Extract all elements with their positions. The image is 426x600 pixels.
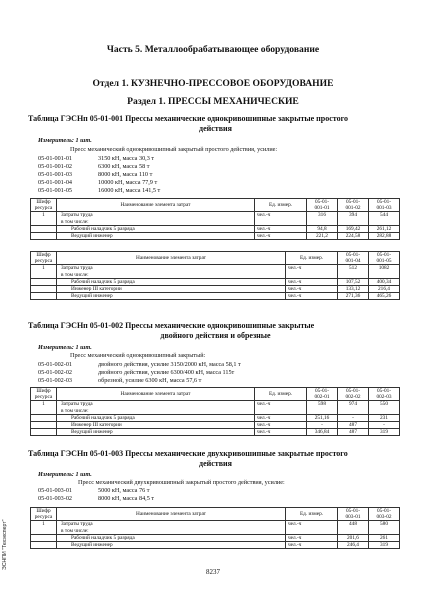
resource-text: двойного действия, усилие 6300/400 кН, масса 115т: [98, 369, 235, 376]
col-header-unit: Ед. измер.: [286, 252, 338, 265]
table-description: Пресс механический двухкривошипный закрытый простого действия, усилие:: [78, 479, 285, 486]
col-header-norm: 05-01- 002-03: [369, 388, 400, 401]
table-row: Рабочий наладчик 5 разряда чел.-ч 107,52 400,34: [31, 278, 400, 285]
col-header-norm: 05-01- 001-03: [369, 199, 400, 212]
col-header-unit: Ед. измер.: [286, 508, 338, 521]
col-header-norm: 05-01- 002-01: [307, 388, 338, 401]
table-description: Пресс механический однокривошипный закрытый:: [70, 352, 206, 359]
table-title-line2: двойного действия и обрезные: [160, 331, 271, 340]
norm-table: [30, 251, 400, 300]
col-header-name: Наименование элемента затрат: [57, 199, 255, 212]
table-row: Ведущий инженер чел.-ч 271,36 465,26: [31, 293, 400, 300]
col-header-name: Наименование элемента затрат: [57, 508, 286, 521]
table-description: Пресс механический однокривошипный закрытый простого действия, усилие:: [70, 146, 278, 153]
col-header-norm: 05-01- 003-01: [338, 508, 369, 521]
col-header-unit: Ед. измер.: [255, 199, 307, 212]
department-heading: Отдел 1. КУЗНЕЧНО-ПРЕССОВОЕ ОБОРУДОВАНИЕ: [92, 78, 334, 89]
table-row: 1 Затраты труда в том числе: чел.-ч 512 1082: [31, 265, 400, 278]
resource-code: 05-01-002-01: [38, 361, 73, 368]
table-title-line2: действия: [199, 459, 232, 468]
resource-code: 05-01-001-03: [38, 171, 73, 178]
table-title-line1: Таблица ГЭСНп 05-01-003 Прессы механические двухкривошипные закрытые простого: [28, 449, 348, 458]
col-header-norm: 05-01- 001-02: [338, 199, 369, 212]
resource-text: 5000 кН, масса 76 т: [98, 487, 150, 494]
resource-text: обрезной, усилие 6300 кН, масса 57,6 т: [98, 377, 202, 384]
col-header-code: Шифр ресурса: [31, 388, 57, 401]
resource-text: 8000 кН, масса 84,5 т: [98, 495, 155, 502]
resource-text: 8000 кН, масса 110 т: [98, 171, 153, 178]
col-header-name: Наименование элемента затрат: [57, 388, 255, 401]
table-row: Рабочий наладчик 5 разряда чел.-ч 251,16 - 231: [31, 414, 400, 421]
page-number: 8237: [206, 568, 220, 576]
table-title-line2: действия: [199, 124, 232, 133]
col-header-name: Наименование элемента затрат: [57, 252, 286, 265]
meter-label: Измеритель: 1 шт.: [38, 344, 92, 351]
table-row: Инженер III категории чел.-ч - 487 -: [31, 422, 400, 429]
table-title-line1: Таблица ГЭСНп 05-01-001 Прессы механические однокривошипные закрытые простого: [28, 114, 349, 123]
col-header-code: Шифр ресурса: [31, 252, 57, 265]
resource-text: 16000 кН, масса 141,5 т: [98, 187, 161, 194]
norm-table: [30, 387, 400, 436]
col-header-norm: 05-01- 001-04: [338, 252, 369, 265]
table-row: Ведущий инженер чел.-ч 346,84 487 319: [31, 429, 400, 436]
table-title: [28, 321, 403, 341]
table-title: [28, 449, 403, 469]
table-row: Ведущий инженер чел.-ч 246,4 319: [31, 542, 400, 549]
table-row: 1 Затраты труда в том числе: чел.-ч 598 974 550: [31, 401, 400, 414]
table-row: Рабочий наладчик 5 разряда чел.-ч 94,8 169,42 261,12: [31, 225, 400, 232]
norm-table: [30, 198, 400, 240]
resource-code: 05-01-003-02: [38, 495, 73, 502]
resource-code: 05-01-001-01: [38, 155, 73, 162]
resource-code: 05-01-003-01: [38, 487, 73, 494]
col-header-norm: 05-01- 001-05: [369, 252, 400, 265]
norm-table: [30, 507, 400, 549]
resource-text: двойного действия, усилие 3150/2000 кН, масса 58,1 т: [98, 361, 241, 368]
resource-code: 05-01-001-04: [38, 179, 73, 186]
table-title-line1: Таблица ГЭСНп 05-01-002 Прессы механические однокривошипные закрытые: [28, 321, 315, 330]
part-heading: Часть 5. Металлообрабатывающее оборудование: [106, 44, 320, 55]
col-header-norm: 05-01- 001-01: [307, 199, 338, 212]
table-title: [28, 114, 403, 134]
resource-code: 05-01-001-02: [38, 163, 73, 170]
resource-code: 05-01-002-02: [38, 369, 73, 376]
table-row: Инженер III категории чел.-ч 133,12 216,4: [31, 286, 400, 293]
col-header-code: Шифр ресурса: [31, 508, 57, 521]
table-row: Ведущий инженер чел.-ч 221,2 224,58 282,88: [31, 233, 400, 240]
resource-code: 05-01-002-03: [38, 377, 73, 384]
table-row: Рабочий наладчик 5 разряда чел.-ч 201,6 261: [31, 534, 400, 541]
col-header-norm: 05-01- 002-02: [338, 388, 369, 401]
col-header-unit: Ед. измер.: [255, 388, 307, 401]
meter-label: Измеритель: 1 шт.: [38, 137, 92, 144]
table-row: 1 Затраты труда в том числе: чел.-ч 448 580: [31, 521, 400, 534]
side-watermark: ЭСНПИ "Техэксперт": [2, 519, 8, 571]
resource-text: 10000 кН, масса 77,9 т: [98, 179, 158, 186]
col-header-norm: 05-01- 003-02: [369, 508, 400, 521]
resource-text: 3150 кН, масса 30,3 т: [98, 155, 155, 162]
section-heading: Раздел 1. ПРЕССЫ МЕХАНИЧЕСКИЕ: [127, 96, 299, 107]
table-row: 1 Затраты труда в том числе: чел.-ч 316 394 544: [31, 212, 400, 225]
resource-code: 05-01-001-05: [38, 187, 73, 194]
meter-label: Измеритель: 1 шт.: [38, 471, 92, 478]
resource-text: 6300 кН, масса 58 т: [98, 163, 150, 170]
col-header-code: Шифр ресурса: [31, 199, 57, 212]
